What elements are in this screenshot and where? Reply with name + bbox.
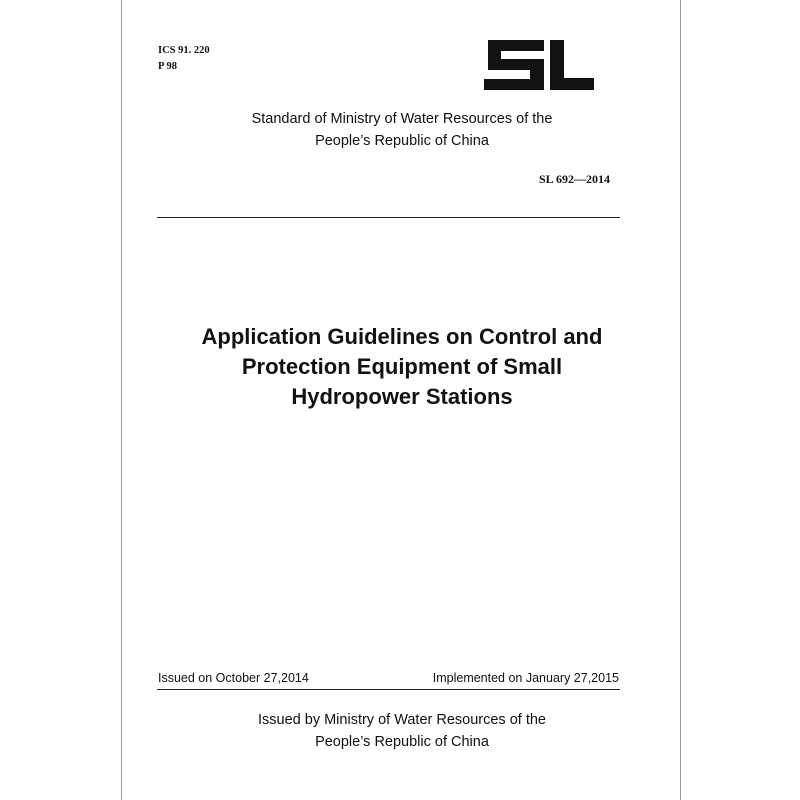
issuer-line-1: Issued by Ministry of Water Resources of the (258, 712, 546, 728)
bottom-divider (157, 689, 620, 690)
classification-codes (158, 43, 210, 75)
issuer (122, 709, 682, 753)
ministry-header-line-2: People’s Republic of China (315, 133, 489, 149)
standard-cover-page (121, 0, 681, 800)
ics-code: ICS 91. 220 (158, 45, 210, 56)
title-line-3: Hydropower Stations (291, 384, 513, 409)
issued-date: Issued on October 27,2014 (158, 671, 309, 685)
title-line-2: Protection Equipment of Small (241, 354, 563, 379)
ministry-header-line-1: Standard of Ministry of Water Resources of the (251, 111, 553, 127)
ministry-header (122, 108, 682, 152)
top-divider (157, 217, 620, 218)
ccs-code: P 98 (158, 61, 177, 72)
document-title (122, 322, 682, 412)
sl-logo-icon (484, 40, 594, 90)
implemented-date: Implemented on January 27,2015 (432, 671, 619, 685)
title-line-1: Application Guidelines on Control and (201, 324, 603, 349)
standard-number: SL 692—2014 (538, 172, 610, 186)
issuer-line-2: People’s Republic of China (315, 734, 489, 750)
